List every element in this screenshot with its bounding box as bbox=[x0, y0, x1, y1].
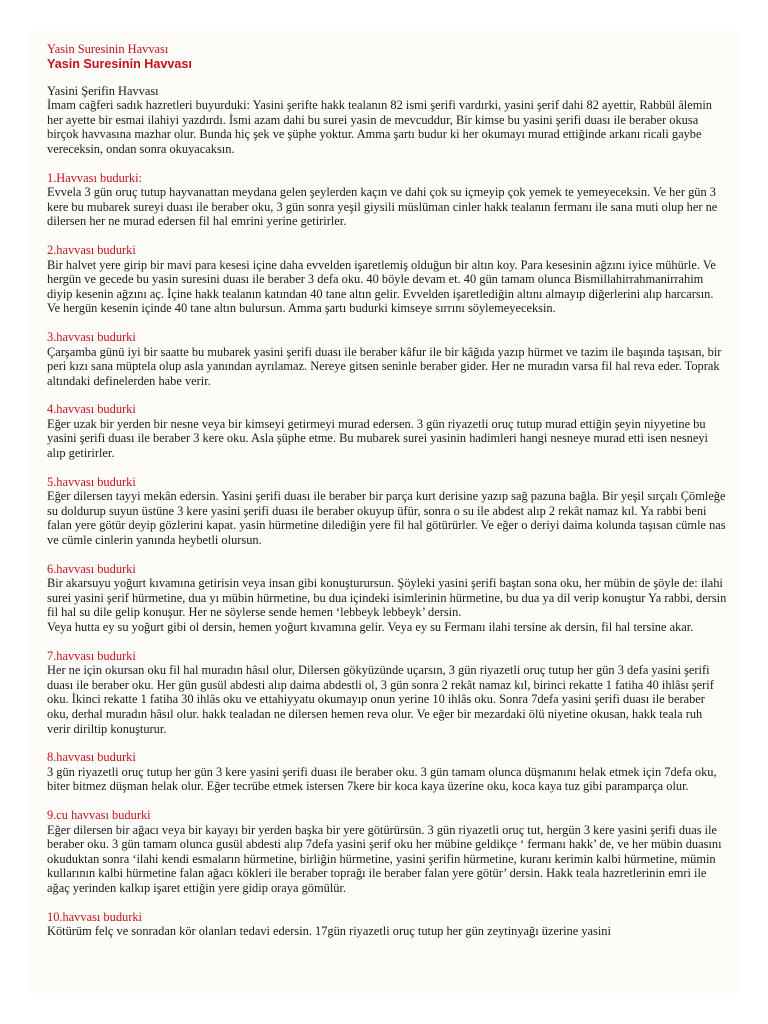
section-3 bbox=[47, 330, 727, 388]
section-title: 4.havvası budurki bbox=[47, 402, 136, 417]
intro-heading: Yasini Şerifin Havvası bbox=[47, 83, 159, 98]
section-paragraph: Bir akarsuyu yoğurt kıvamına getirisin veya insan gibi konuşturursun. Şöyleki yasini şerifi baştan sona oku, her mübin de şöyle de: ilahi surei yasini şerif hürmetine, dua yı mübin hürmetine, bu dua içindeki isimlerinin hürmetine, bu dua ya dil verip konuştur Ya rabbi, dersin fil hal su dile gelip konuşur. Her ne söylerse sende hemen ‘lebbeyk lebbeyk’ dersin. bbox=[47, 576, 727, 620]
document-title: Yasin Suresinin Havvası bbox=[47, 56, 192, 71]
section-title: 2.havvası budurki bbox=[47, 242, 136, 257]
section-title: 7.havvası budurki bbox=[47, 648, 136, 663]
section-4 bbox=[47, 402, 727, 460]
section-7 bbox=[47, 649, 727, 737]
intro-section bbox=[47, 84, 727, 157]
section-title: 8.havvası budurki bbox=[47, 750, 136, 765]
section-paragraph: Kötürüm felç ve sonradan kör olanları tedavi edersin. 17gün riyazetli oruç tutup her gün zeytinyağı üzerine yasini bbox=[47, 924, 611, 939]
section-title: 6.havvası budurki bbox=[47, 561, 136, 576]
section-8 bbox=[47, 750, 727, 794]
section-1 bbox=[47, 171, 727, 229]
section-10 bbox=[47, 910, 727, 939]
section-paragraph: Eğer uzak bir yerden bir nesne veya bir kimseyi getirmeyi murad edersen. 3 gün riyazetli oruç tutup murad ettiğin şeyin niyyetine bu yasini şerifi duası ile beraber 3 kere oku. Asla şüphe etme. Bu mubarek surei yasinin hadimleri hangi nesneye murad etti isen nesneyi alıp getirirler. bbox=[47, 416, 708, 461]
section-paragraph: Eğer dilersen tayyi mekân edersin. Yasini şerifi duası ile beraber bir parça kurt derisine yazıp sağ pazuna bağla. Bir yeşil sırçalı Çömleğe su doldurup suyun üstüne 3 kere yasini şerifi duası ile beraber okuyup üfür, sonra o su ile abdest alıp 2 rekât namaz kıl. Ya rabbi beni falan yere götür deyip gözlerini kapat. yasin hürmetine dilediğin yere fil hal götürürler. Ve eğer o deriyi daima kolunda taşısan cümle nas ve cümle cinlerin yanında heybetli olursun. bbox=[47, 489, 726, 548]
document-title-small: Yasin Suresinin Havvası bbox=[47, 42, 169, 56]
section-paragraph: Çarşamba günü iyi bir saatte bu mubarek yasini şerifi duası ile beraber kâfur ile bir kâğıda yazıp hürmet ve tazim ile başında taşısan, bir peri kızı sana müptela olup asla yanından ayrılamaz. Nereye gitsen seninle beraber gider. Her ne muradın varsa fil hal reva eder. Toprak altındaki definelerden habe verir. bbox=[47, 344, 722, 388]
document-page bbox=[30, 30, 738, 994]
section-paragraph: Eğer dilersen bir ağacı veya bir kayayı bir yerden başka bir yere götürürsün. 3 gün riyazetli oruç tut, hergün 3 kere yasini şerifi duas ile beraber oku. 3 gün tamam olunca gusül abdesti alıp 7defa yasini şerif oku her mübine geldikçe ‘ fermanı hakk’ de, ve her mübin duasını okuduktan sonra ‘ilahi kendi esmaların hürmetine, birliğin hürmetine, yasini şerifin hürmetine, kuranı kerimin kalbi hürmetine, mümin kullarının kalbi hürmetine falan ağacı kökleri ile beraber toprağı ile beraber falan yere götür’ dersin. Hakk teala hazretlerinin emri ile ağaç yerinden kalkıp işaret ettiğin yere gidip oraya gömülür. bbox=[47, 822, 722, 895]
section-5 bbox=[47, 475, 727, 548]
section-title: 10.havvası budurki bbox=[47, 909, 142, 924]
section-6 bbox=[47, 562, 727, 635]
document-content bbox=[47, 42, 727, 953]
section-2 bbox=[47, 243, 727, 316]
section-title: 5.havvası budurki bbox=[47, 474, 136, 489]
section-title: 1.Havvası budurki: bbox=[47, 170, 142, 185]
section-paragraph: Evvela 3 gün oruç tutup hayvanattan meydana gelen şeylerden kaçın ve dahi çok su içmeyip çok yemek te yemeyeceksin. Ve her gün 3 kere bu mubarek sureyi duası ile beraber oku, 3 gün sonra yeşil giysili müslüman cinler hakk tealanın fermanı ile sana muti olup her ne dilersen her ne murad edersen fil hal emrini yerine getirirler. bbox=[47, 185, 718, 229]
section-paragraph: 3 gün riyazetli oruç tutup her gün 3 kere yasini şerifi duası ile beraber oku. 3 gün tamam olunca düşmanını helak etmek için 7defa oku, biter bitmez düşman helak olur. Eğer tecrübe etmek istersen 7kere bir koca kaya üzerine oku, koca kaya tuz gibi paramparça olur. bbox=[47, 764, 717, 794]
section-title: 9.cu havvası budurki bbox=[47, 807, 151, 822]
section-9 bbox=[47, 808, 727, 896]
intro-paragraph: İmam cağferi sadık hazretleri buyurduki: Yasini şerifte hakk tealanın 82 ismi şerifi vardırki, yasini şerif dahi 82 ayettir, Rabbül âlemin her ayette bir esmai ilahiyi yazdırdı. İsmi azam dahi bu surei yasin de mevcuddur, Bir kimse bu yasini şerifi duası ile beraber okusa birçok havvasına mazhar olur. Bunda hiç şek ve şüphe yoktur. Amma şartı budur ki her okumayı murad ettiğinde arkanı ricali gaybe vereceksin, ondan sonra okuyacaksın. bbox=[47, 98, 712, 156]
section-note: Veya hutta ey su yoğurt gibi ol dersin, hemen yoğurt kıvamına gelir. Veya ey su Fermanı ilahi tersine ak dersin, fil hal tersine akar. bbox=[47, 620, 694, 634]
section-title: 3.havvası budurki bbox=[47, 329, 136, 344]
section-paragraph: Bir halvet yere girip bir mavi para kesesi içine daha evvelden işaretlemiş olduğun bir altın koy. Para kesesinin ağzını iyice mühürle. Ve hergün ve gecede bu yasin suresini duası ile beraber 3 defa oku. 40 böyle devam et. 40 gün tamam olunca Bismillahirrahmanirrahim diyip kesenin ağzını aç. İçine hakk tealanın katından 40 tane altın gelir. Evvelden işaretlediğin altını almayıp diğerlerini alıp harcarsın. Ve hergün kesenin içinde 40 tane altın bulursun. Amma şartı budurki kimseye sırrını söylemeyeceksin. bbox=[47, 257, 716, 316]
section-paragraph: Her ne için okursan oku fil hal muradın hâsıl olur, Dilersen gökyüzünde uçarsın, 3 gün riyazetli oruç tutup her gün 3 defa yasini şerifi duası ile beraber oku. Her gün gusül abdesti alıp daima abdestli ol, 3 gün sonra 2 rekât namaz kıl, birinci rekatte 1 fatiha 40 ihlâsı şerif oku. İkinci rekatte 1 fatiha 30 ihlâs oku ve ettahiyyatu okumayıp onun yerine 10 ihlâs oku. Sonra 7defa yasini şerifi duası ile beraber oku, derhal muradın hâsıl olur. hakk tealadan ne dilersen hemen reva olur. Ve eğer bir mezardaki ölü niyetine okusan, hakk teala ruh verir diriltip konuşturur. bbox=[47, 663, 714, 736]
